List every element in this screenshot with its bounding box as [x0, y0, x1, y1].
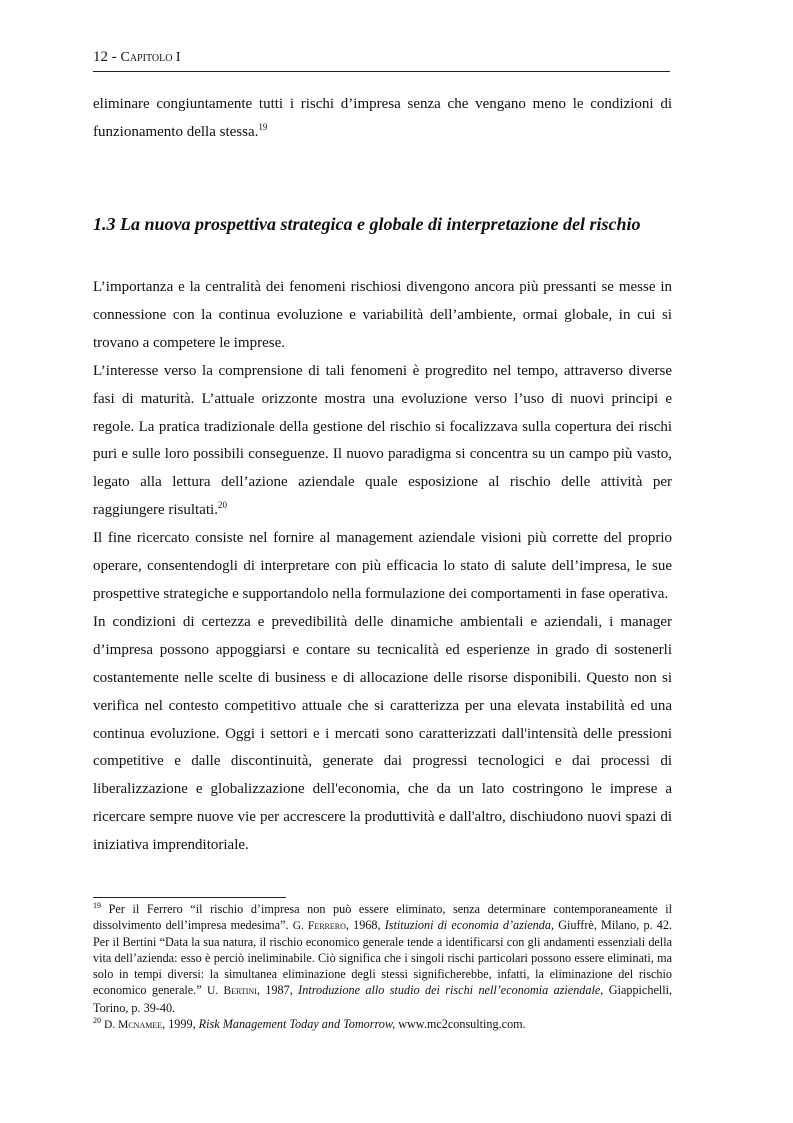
- paragraph-4: In condizioni di certezza e prevedibilità delle dinamiche ambientali e aziendali, i manager d’impresa possono appoggiarsi e contare su tecnicalità ed esperienze in grado di sostenerli costantemente nelle scelte di business e di allocazione delle risorse disponibili. Questo non si verifica nel contesto competitivo attuale che si caratterizza per una elevata instabilità ed una continua evoluzione. Oggi i settori e i mercati sono caratterizzati dall'intensità delle pressioni competitive e dalle discontinuità, generate dai progressi tecnologici e dai processi di liberalizzazione e globalizzazione dell'economia, che da un lato costringono le imprese a ricercare sempre nuove vie per accrescere la produttività e dall'altro, dischiudono nuovi spazi di iniziativa imprenditoriale.: [93, 613, 672, 854]
- running-header: [93, 48, 670, 72]
- header-separator: -: [108, 49, 121, 65]
- footnote-author: U. Bertini: [207, 985, 257, 998]
- page-number: 12: [93, 49, 108, 65]
- paragraph-2: L’interesse verso la comprensione di tali fenomeni è progredito nel tempo, attraverso diverse fasi di maturità. L’attuale orizzonte mostra una evoluzione verso l’uso di nuovi principi e regole. La pratica tradizionale della gestione del rischio si focalizzava sulla copertura dei rischi puri e sulle loro possibili conseguenze. Il nuovo paradigma si concentra su un campo più vasto, legato alla lettura dell’azione aziendale quale esposizione al rischio delle attività per raggiungere risultati.$^{20}$: [93, 362, 672, 519]
- section-heading: 1.3 La nuova prospettiva strategica e globale di interpretazione del rischio: [93, 214, 641, 234]
- footnote-20: $^{20}$ D. Mcnamee, 1999, Risk Management Today and Tomorrow, www.mc2consulting.com.: [93, 1015, 526, 1031]
- intro-block: [93, 91, 672, 147]
- paragraph-1: L’importanza e la centralità dei fenomeni rischiosi divengono ancora più pressanti se messe in connessione con la continua evoluzione e variabilità dell’ambiente, ormai globale, in cui si trovano a competere le imprese.: [93, 279, 672, 351]
- footnote-ref-19: 19: [258, 121, 268, 132]
- section-body: [93, 274, 672, 860]
- footnote-work-title: Introduzione allo studio dei rischi nell’economia aziendale,: [298, 983, 604, 998]
- intro-paragraph: eliminare congiuntamente tutti i rischi d’impresa senza che vengano meno le condizioni di funzionamento della stessa.$^{19}$: [93, 96, 672, 140]
- footnote-author: D. Mcnamee: [104, 1018, 163, 1031]
- footnote-ref-20: 20: [217, 500, 227, 511]
- footnote-19: $^{19}$ Per il Ferrero “il rischio d’impresa non può essere eliminato, senza determinare contemporaneamente il dissolvimento dell’impresa medesima”. G. Ferrero, 1968, Istituzioni di economia d’azienda, Giuffrè, Milano, p. 42. Per il Bertini “Data la sua natura, il rischio economico generale tende a identificarsi con gli andamenti essenziali della vita dell’azienda: esso è perciò ineliminabile. Ciò significa che i singoli rischi particolari possono essere eliminati, ma solo in tempi diversi: la simultanea eliminazione degli stessi significherebbe, infatti, la eliminazione del rischio economico generale.” U. Bertini, 1987, Introduzione allo studio dei rischi nell’economia aziendale, Giappichelli, Torino, p. 39-40.: [93, 901, 673, 1015]
- footnote-divider: [93, 897, 286, 898]
- footnote-author: G. Ferrero: [292, 920, 346, 933]
- paragraph-3: Il fine ricercato consiste nel fornire al management aziendale visioni più corrette del proprio operare, consentendogli di interpretare con più efficacia lo stato di salute dell’impresa, le sue prospettive strategiche e supportandolo nella formulazione dei comportamenti in fase operativa.: [93, 530, 672, 602]
- footnote-work-title: Istituzioni di economia d’azienda,: [384, 918, 554, 933]
- chapter-label: Capitolo I: [120, 50, 181, 65]
- footnotes: [93, 901, 672, 1033]
- footnote-work-title: Risk Management Today and Tomorrow,: [198, 1016, 396, 1031]
